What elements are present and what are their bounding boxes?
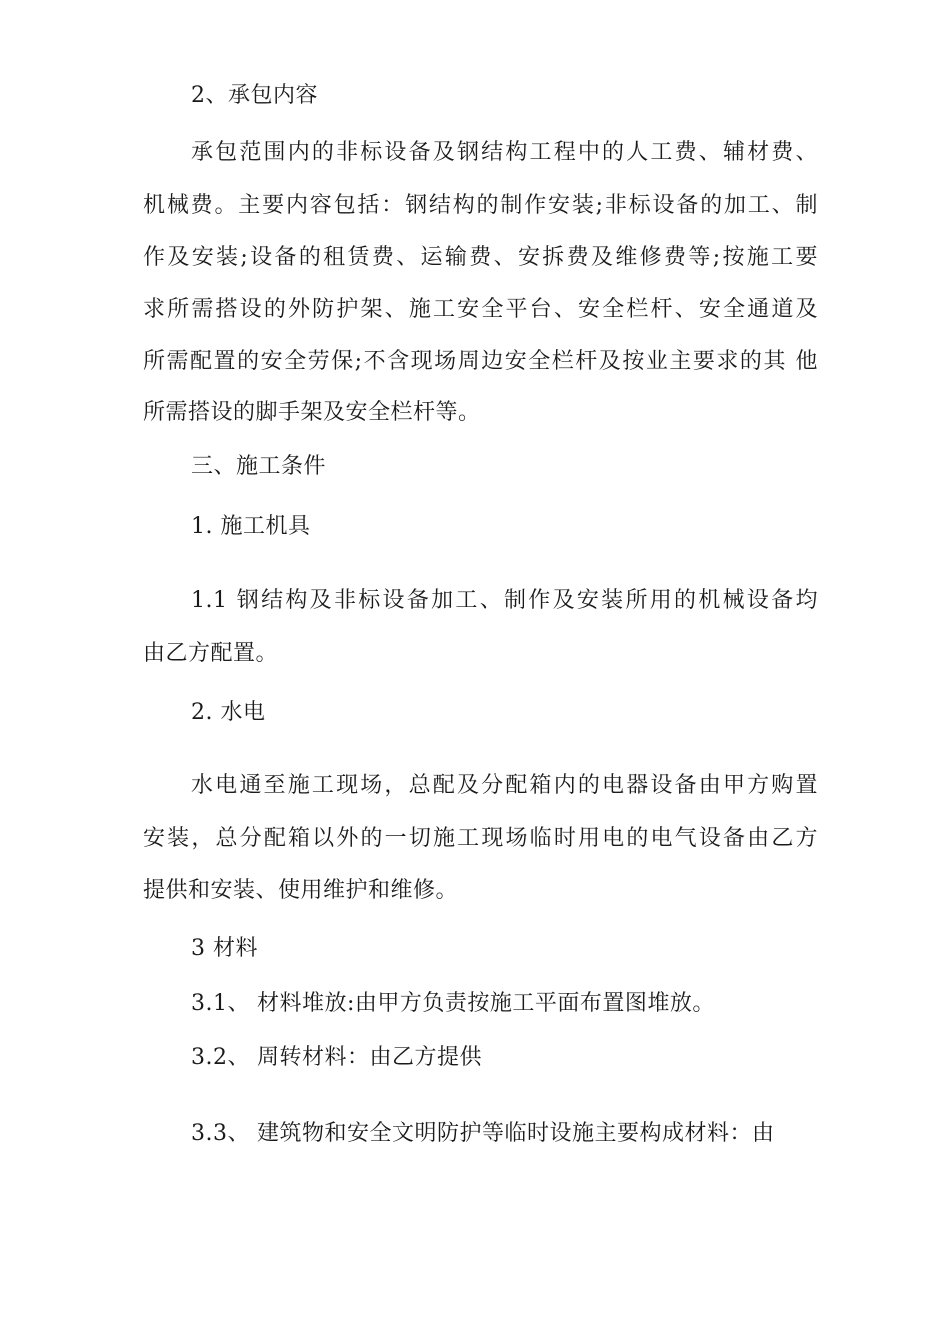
paragraph-line: 作及安装;设备的租赁费、运输费、安拆费及维修费等;按施工要 [143,245,818,270]
paragraph-line: 由乙方配置。 [143,641,279,666]
paragraph-line: 求所需搭设的外防护架、施工安全平台、安全栏杆、安全通道及 [143,297,818,322]
subheading-materials: 3 材料 [191,936,258,961]
subheading-water-electricity: 2. 水电 [191,700,266,725]
list-item-text: 周转材料：由乙方提供 [257,1045,483,1070]
paragraph-line: 机械费。主要内容包括：钢结构的制作安装;非标设备的加工、制 [143,193,818,218]
paragraph-line: 1.1 钢结构及非标设备加工、制作及安装所用的机械设备均 [191,588,818,613]
list-item-text: 建筑物和安全文明防护等临时设施主要构成材料：由 [257,1121,775,1146]
list-item-number: 3.2、 [191,1045,250,1070]
paragraph-line: 所需配置的安全劳保;不含现场周边安全栏杆及按业主要求的其 他 [143,349,818,374]
list-item [191,1119,818,1149]
list-item-text: 材料堆放:由甲方负责按施工平面布置图堆放。 [257,991,715,1016]
paragraph-line: 水电通至施工现场，总配及分配箱内的电器设备由甲方购置 [191,773,818,798]
subheading-tools: 1. 施工机具 [191,514,311,539]
paragraph-line: 安装，总分配箱以外的一切施工现场临时用电的电气设备由乙方 [143,826,818,851]
section-heading-contract-content: 2、承包内容 [191,83,318,108]
paragraph-line: 承包范围内的非标设备及钢结构工程中的人工费、辅材费、 [191,140,818,165]
paragraph-line: 所需搭设的脚手架及安全栏杆等。 [143,400,481,425]
list-item-number: 3.1、 [191,991,250,1016]
paragraph-line: 提供和安装、使用维护和维修。 [143,878,459,903]
list-item [191,1043,818,1073]
section-heading-construction-conditions: 三、施工条件 [191,454,327,479]
list-item [191,989,818,1019]
list-item-number: 3.3、 [191,1121,250,1146]
